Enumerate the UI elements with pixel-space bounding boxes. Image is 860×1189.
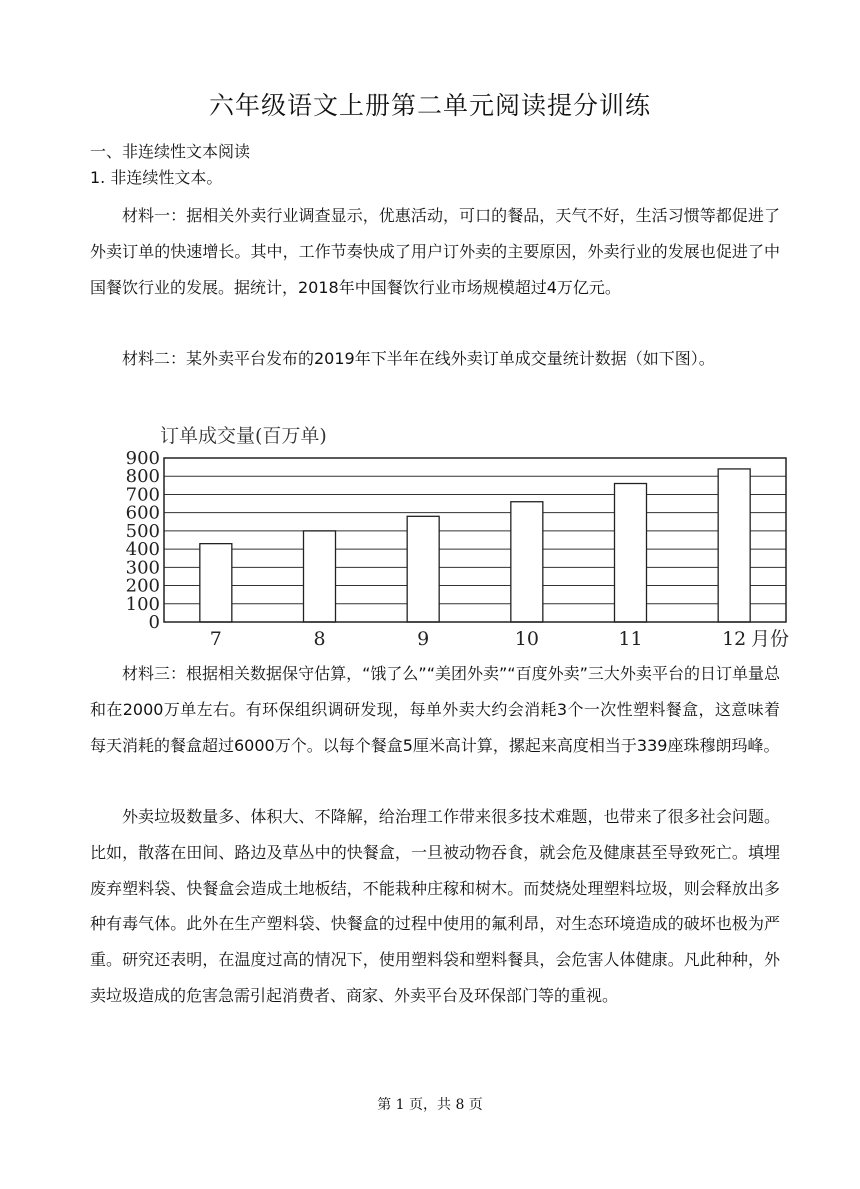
material-three: 材料三：根据相关数据保守估算，“饿了么”“美团外卖”“百度外卖”三大外卖平台的日订单量总和在2000万单左右。有环保组织调研发现，每单外卖大约会消耗3个一次性塑料餐盒，这意味着每天消耗的餐盒超过6000万个。以每个餐盒5厘米高计算，摞起来高度相当于339座珠穆朗玛峰。 (90, 664, 780, 755)
y-tick-label: 600 (125, 502, 160, 524)
plot-frame (164, 458, 786, 622)
question-label: 1. 非连续性文本。 (90, 168, 223, 187)
x-tick-label: 9 (417, 628, 430, 650)
y-tick-label: 300 (125, 557, 160, 579)
y-axis-label: 订单成交量(百万单) (160, 425, 327, 447)
x-tick-label: 11 (618, 628, 643, 650)
y-tick-label: 400 (125, 539, 160, 561)
x-tick-label: 12 (722, 628, 747, 650)
bar-month-8 (304, 531, 336, 622)
y-tick-label: 500 (125, 520, 160, 542)
bar-month-12 (718, 469, 750, 622)
y-tick-label: 800 (125, 466, 160, 488)
y-tick-label: 900 (125, 448, 160, 469)
y-tick-label: 100 (125, 593, 160, 615)
x-axis-label: 月份 (751, 628, 790, 650)
page-footer: 第 1 页，共 8 页 (377, 1097, 483, 1113)
paragraph-four: 外卖垃圾数量多、体积大、不降解，给治理工作带来很多技术难题，也带来了很多社会问题。比如，散落在田间、路边及草丛中的快餐盒，一旦被动物吞食，就会危及健康甚至导致死亡。填埋废弃塑料袋、快餐盒会造成土地板结，不能栽种庄稼和树木。而焚烧处理塑料垃圾，则会释放出多种有毒气体。此外在生产塑料袋、快餐盒的过程中使用的氟利昂，对生态环境造成的破坏也极为严重。研究还表明，在温度过高的情况下，使用塑料袋和塑料餐具，会危害人体健康。凡此种种，外卖垃圾造成的危害急需引起消费者、商家、外卖平台及环保部门等的重视。 (90, 807, 780, 1005)
bar-month-9 (407, 516, 439, 622)
y-tick-label: 200 (125, 575, 160, 597)
y-tick-label: 0 (148, 612, 160, 633)
material-one: 材料一：据相关外卖行业调查显示，优惠活动，可口的餐品，天气不好，生活习惯等都促进了外卖订单的快速增长。其中，工作节奏快成了用户订外卖的主要原因，外卖行业的发展也促进了中国餐饮行业的发展。据统计，2018年中国餐饮行业市场规模超过4万亿元。 (90, 206, 780, 297)
x-tick-label: 8 (313, 628, 326, 650)
x-tick-label: 10 (514, 628, 539, 650)
bar-month-11 (615, 484, 647, 622)
y-tick-label: 700 (125, 484, 160, 506)
bar-month-7 (200, 544, 232, 622)
order-volume-bar-chart (110, 418, 800, 650)
page-title: 六年级语文上册第二单元阅读提分训练 (208, 91, 651, 120)
x-tick-label: 7 (209, 628, 222, 650)
section-heading: 一、非连续性文本阅读 (90, 142, 251, 161)
bar-month-10 (511, 502, 543, 622)
material-two: 材料二：某外卖平台发布的2019年下半年在线外卖订单成交量统计数据（如下图）。 (122, 349, 715, 368)
